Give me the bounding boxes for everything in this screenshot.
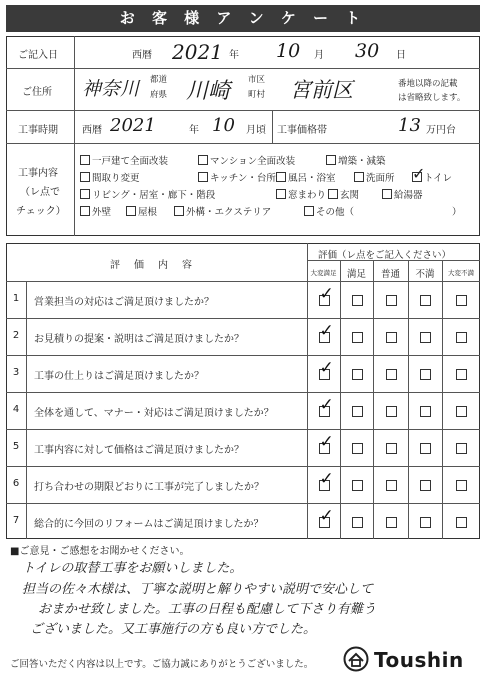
city-value[interactable]: 川崎 <box>186 79 231 104</box>
work-option[interactable] <box>174 204 271 218</box>
work-option[interactable] <box>80 153 168 167</box>
check-mark-icon: ✓ <box>319 357 334 378</box>
work-option-label: その他（ <box>316 207 355 218</box>
comment-line-2[interactable]: 担当の佐々木様は、丁寧な説明と解りやすい説明で安心して <box>22 582 374 597</box>
rating-column-header: 普通 <box>380 269 400 280</box>
comments-label: ■ご意見・ご感想をお聞かせください。 <box>10 546 190 557</box>
checkbox[interactable] <box>382 189 392 199</box>
work-option-label: トイレ <box>424 173 453 184</box>
rating-checkbox[interactable] <box>456 295 467 306</box>
comment-line-3[interactable]: おまかせ致しました。工事の日程も配慮して下さり有難う <box>38 602 377 617</box>
question-number: 4 <box>12 403 20 415</box>
address-note-2: は省略致します。 <box>398 93 466 103</box>
checkbox[interactable] <box>276 189 286 199</box>
work-option-label: 給湯器 <box>394 190 423 201</box>
work-option-label: 増築・減築 <box>338 156 386 167</box>
question-text: 工事内容に対して価格はご満足頂けましたか？ <box>34 444 244 456</box>
eval-header-label: 評 価 内 容 <box>110 260 194 271</box>
rating-checkbox[interactable] <box>386 517 397 528</box>
rating-checkbox[interactable] <box>420 295 431 306</box>
check-mark-icon: ✓ <box>319 320 334 341</box>
period-era: 西暦 <box>82 125 102 136</box>
checkbox[interactable] <box>198 155 208 165</box>
day-unit: 日 <box>396 50 406 61</box>
rating-checkbox[interactable] <box>456 480 467 491</box>
question-text: 総合的に今回のリフォームはご満足頂けましたか？ <box>34 518 264 530</box>
period-month[interactable]: 10 <box>212 115 235 136</box>
table-row-divider <box>6 466 480 467</box>
rating-checkbox[interactable] <box>352 480 363 491</box>
rating-checkbox[interactable] <box>420 443 431 454</box>
rating-checkbox[interactable] <box>420 517 431 528</box>
rating-checkbox[interactable] <box>386 332 397 343</box>
check-mark-icon: ✓ <box>319 505 334 526</box>
question-number: 6 <box>12 477 20 489</box>
work-option[interactable] <box>328 187 359 201</box>
question-text: 工事の仕上りはご満足頂けましたか？ <box>34 370 204 382</box>
checkbox[interactable] <box>328 189 338 199</box>
rating-column-divider <box>373 260 374 539</box>
table-row-divider <box>6 318 480 319</box>
work-option-label: 外構・エクステリア <box>186 207 272 218</box>
work-label-2: （レ点で <box>20 187 60 198</box>
prefecture-value[interactable]: 神奈川 <box>82 78 140 100</box>
rating-checkbox[interactable] <box>456 332 467 343</box>
comment-line-1[interactable]: トイレの取替工事をお願いしました。 <box>22 561 243 576</box>
comment-line-4[interactable]: ございました。又工事施行の方も良い方でした。 <box>30 622 317 637</box>
date-day[interactable]: 30 <box>355 40 380 62</box>
checkbox[interactable] <box>80 155 90 165</box>
work-option-label: 屋根 <box>138 207 158 218</box>
price-value[interactable]: 13 <box>398 115 421 136</box>
table-row-divider <box>6 429 480 430</box>
rating-column-divider <box>442 260 443 539</box>
work-option-label: 風呂・浴室 <box>288 173 336 184</box>
rating-checkbox[interactable] <box>386 295 397 306</box>
check-mark-icon: ✓ <box>319 468 334 489</box>
survey-title: お 客 様 ア ン ケ ー ト <box>6 5 480 32</box>
checkbox-checked[interactable] <box>412 164 426 183</box>
work-option-label: 玄関 <box>340 190 360 201</box>
year-unit: 年 <box>229 50 239 61</box>
row-divider-2 <box>6 110 480 111</box>
ward-value[interactable]: 宮前区 <box>290 78 353 102</box>
rating-checkbox[interactable] <box>352 295 363 306</box>
rating-area-divider <box>307 243 308 539</box>
row-divider-3 <box>6 143 480 144</box>
check-mark-icon: ✓ <box>412 164 426 183</box>
work-option-label: 窓まわり <box>288 190 327 201</box>
rating-column-header: 満足 <box>346 269 366 280</box>
rating-checkbox[interactable] <box>456 406 467 417</box>
work-option[interactable] <box>276 187 326 201</box>
question-text: 営業担当の対応はご満足頂けましたか？ <box>34 296 214 308</box>
rating-checkbox[interactable] <box>352 517 363 528</box>
table-row-divider <box>6 503 480 504</box>
price-label: 工事価格帯 <box>277 125 327 136</box>
date-era: 西暦 <box>132 50 152 61</box>
header-label-divider <box>74 36 75 236</box>
checkbox[interactable] <box>326 155 336 165</box>
rating-column-header: 大変満足 <box>310 269 337 277</box>
rating-checkbox[interactable] <box>386 480 397 491</box>
period-month-unit: 月頃 <box>246 125 266 136</box>
rating-checkbox[interactable] <box>386 406 397 417</box>
question-number: 1 <box>12 292 20 304</box>
work-option[interactable] <box>80 187 215 201</box>
question-text: 全体を通して、マナー・対応はご満足頂けましたか？ <box>34 407 274 419</box>
check-mark-icon: ✓ <box>319 431 334 452</box>
question-number: 3 <box>12 366 20 378</box>
checkbox[interactable] <box>276 172 286 182</box>
rating-column-header: 不満 <box>415 269 435 280</box>
row-divider-1 <box>6 68 480 69</box>
period-label: 工事時期 <box>18 125 58 136</box>
checkbox[interactable] <box>126 206 136 216</box>
checkbox[interactable] <box>174 206 184 216</box>
city-unit-top: 市区 <box>248 75 266 85</box>
table-row-divider <box>6 392 480 393</box>
pref-unit-top: 都道 <box>150 75 168 85</box>
rating-checkbox[interactable] <box>456 517 467 528</box>
work-option-label: 一戸建て全面改装 <box>92 156 169 167</box>
work-option[interactable] <box>382 187 423 201</box>
work-option[interactable] <box>80 204 111 218</box>
question-number: 2 <box>12 329 20 341</box>
work-option[interactable] <box>326 153 386 167</box>
work-label-3: チェック） <box>16 206 66 217</box>
month-unit: 月 <box>314 50 324 61</box>
rating-checkbox[interactable] <box>386 443 397 454</box>
work-option-label: 間取り変更 <box>92 173 140 184</box>
checkbox[interactable] <box>304 206 314 216</box>
question-number: 5 <box>12 440 20 452</box>
rating-header-divider <box>307 260 480 261</box>
rating-checkbox[interactable] <box>386 369 397 380</box>
number-column-divider <box>26 281 27 539</box>
work-option[interactable] <box>198 153 295 167</box>
question-text: お見積りの提案・説明はご満足頂けましたか？ <box>34 333 244 345</box>
check-mark-icon: ✓ <box>319 394 334 415</box>
work-label-1: 工事内容 <box>18 168 58 179</box>
price-divider <box>272 110 273 143</box>
work-option[interactable] <box>304 204 354 218</box>
work-option[interactable] <box>354 170 395 184</box>
other-close-paren: ） <box>452 207 462 218</box>
address-label: ご住所 <box>22 87 52 98</box>
work-option[interactable] <box>198 170 276 184</box>
work-option-label: 洗面所 <box>366 173 395 184</box>
question-number: 7 <box>12 514 20 526</box>
rating-checkbox[interactable] <box>420 369 431 380</box>
work-option-label: リビング・居室・廊下・階段 <box>92 190 216 201</box>
rating-checkbox[interactable] <box>456 369 467 380</box>
table-row-divider <box>6 355 480 356</box>
date-year[interactable]: 2021 <box>172 40 223 64</box>
question-text: 打ち合わせの期限どおりに工事が完了しましたか？ <box>34 481 264 493</box>
checkbox[interactable] <box>198 172 208 182</box>
work-option[interactable] <box>126 204 157 218</box>
date-label: ご記入日 <box>18 50 58 61</box>
pref-unit-bottom: 府県 <box>150 90 168 100</box>
address-note-1: 番地以降の記載 <box>398 79 458 89</box>
city-unit-bottom: 町村 <box>248 90 266 100</box>
checkbox[interactable] <box>80 189 90 199</box>
work-option-label: マンション全面改装 <box>210 156 296 167</box>
work-option[interactable] <box>276 170 336 184</box>
rating-checkbox[interactable] <box>456 443 467 454</box>
period-year[interactable]: 2021 <box>110 115 156 136</box>
rating-checkbox[interactable] <box>420 406 431 417</box>
rating-checkbox[interactable] <box>352 443 363 454</box>
rating-checkbox[interactable] <box>352 332 363 343</box>
checkbox[interactable] <box>354 172 364 182</box>
period-year-unit: 年 <box>189 125 199 136</box>
table-header-divider <box>6 281 480 282</box>
work-option-label: 外壁 <box>92 207 112 218</box>
work-option-label: キッチン・台所 <box>210 173 276 184</box>
toushin-logo-icon <box>343 646 369 672</box>
rating-checkbox[interactable] <box>352 406 363 417</box>
date-month[interactable]: 10 <box>276 40 301 62</box>
rating-column-divider <box>408 260 409 539</box>
work-option[interactable] <box>80 170 140 184</box>
rating-checkbox[interactable] <box>420 480 431 491</box>
rating-checkbox[interactable] <box>352 369 363 380</box>
rating-header: 評価（レ点をご記入ください） <box>318 250 452 261</box>
work-option[interactable] <box>412 164 453 184</box>
footer-text: ご回答いただく内容は以上です。ご協力誠にありがとうございました。 <box>10 659 314 670</box>
rating-checkbox[interactable] <box>420 332 431 343</box>
checkbox[interactable] <box>80 206 90 216</box>
price-unit: 万円台 <box>426 125 456 136</box>
rating-column-header: 大変不満 <box>448 269 474 277</box>
check-mark-icon: ✓ <box>319 283 334 304</box>
rating-column-divider <box>340 260 341 539</box>
brand-name: Toushin <box>374 648 464 672</box>
checkbox[interactable] <box>80 172 90 182</box>
